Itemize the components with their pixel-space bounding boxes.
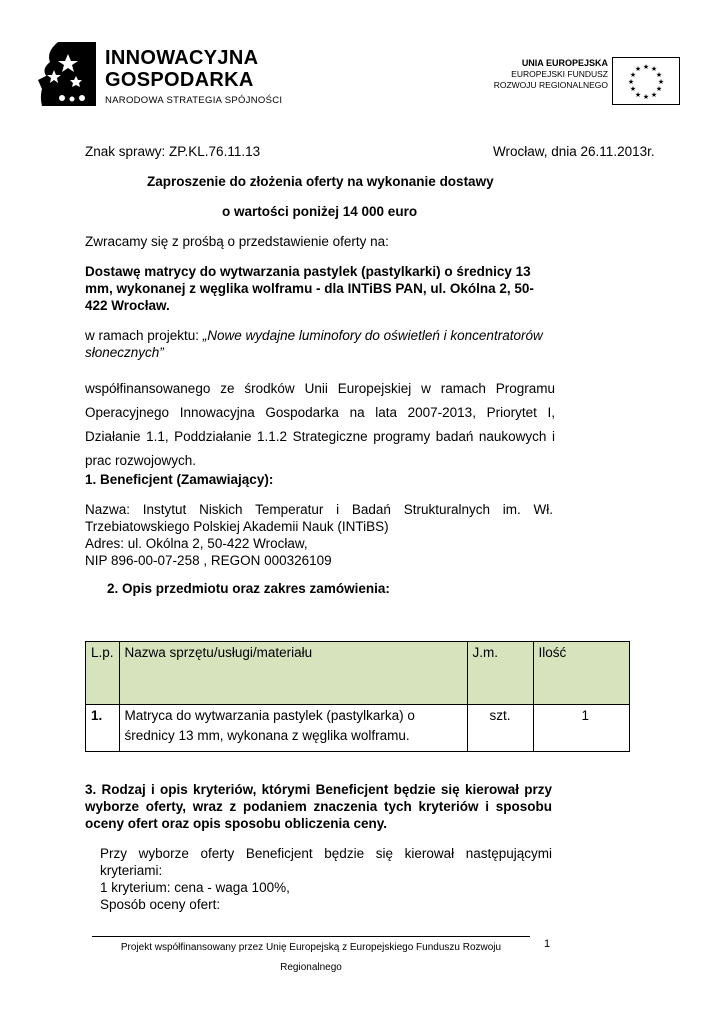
beneficiary-block	[85, 501, 553, 569]
svg-text:★: ★	[634, 65, 642, 73]
subject-line1: Dostawę matrycy do wytwarzania pastylek (pastylkarki) o średnicy 13	[85, 264, 531, 279]
svg-text:★: ★	[634, 91, 642, 99]
svg-text:★: ★	[650, 65, 658, 73]
row-unit: szt.	[467, 705, 533, 752]
svg-text:★: ★	[650, 91, 658, 99]
beneficiary-line4: NIP 896-00-07-258 , REGON 000326109	[85, 553, 332, 568]
svg-text:★: ★	[629, 85, 637, 93]
header-qty: Ilość	[533, 642, 629, 705]
row-name	[119, 705, 467, 752]
project-name-line1: „Nowe wydajne luminofory do oświetleń i koncentratorów	[202, 328, 543, 343]
header-name: Nazwa sprzętu/usługi/materiału	[119, 642, 467, 705]
beneficiary-line1: Nazwa: Instytut Niskich Temperatur i Badań Strukturalnych im. Wł.	[85, 502, 553, 517]
place-date: Wrocław, dnia 26.11.2013r.	[493, 144, 655, 159]
case-number: Znak sprawy: ZP.KL.76.11.13	[85, 144, 261, 159]
footer-text	[92, 938, 530, 978]
svg-text:★: ★	[627, 78, 635, 86]
section3-line1: 3. Rodzaj i opis kryteriów, którymi Beneficjent będzie się kierował przy	[85, 782, 552, 797]
section1-title: 1. Beneficjent (Zamawiający):	[85, 472, 274, 487]
table-row	[86, 705, 630, 752]
footer-line1: Projekt współfinansowany przez Unię Europejską z Europejskiego Funduszu Rozwoju	[120, 942, 502, 953]
eu-fund-line1: EUROPEJSKI FUNDUSZ	[511, 69, 608, 79]
row-lp: 1.	[86, 705, 120, 752]
section3-line2: wyborze oferty, wraz z podaniem znaczenia tych kryteriów i sposobu	[85, 799, 552, 814]
project-block	[85, 327, 555, 361]
cofin-line4: prac rozwojowych.	[85, 453, 197, 468]
title-line1: Zaproszenie do złożenia oferty na wykonanie dostawy	[147, 174, 494, 189]
criteria-line3: 1 kryterium: cena - waga 100%,	[100, 880, 290, 895]
svg-text:★: ★	[642, 93, 650, 101]
table-header-row	[86, 642, 630, 705]
title-line2: o wartości poniżej 14 000 euro	[222, 204, 418, 219]
subject-line3: 422 Wrocław.	[85, 298, 170, 313]
innowacyjna-gospodarka-logo-icon	[36, 40, 98, 108]
svg-text:★: ★	[629, 71, 637, 79]
eu-flag-icon	[612, 57, 680, 105]
cofin-line1: współfinansowanego ze środków Unii Europejskiej w ramach Programu	[85, 381, 555, 396]
header-unit: J.m.	[467, 642, 533, 705]
subject-line2: mm, wykonanej z węglika wolframu - dla INTiBS PAN, ul. Okólna 2, 50-	[85, 281, 534, 296]
project-name-line2: słonecznych”	[85, 345, 164, 360]
row-name-line1: Matryca do wytwarzania pastylek (pastylkarka) o	[124, 708, 415, 723]
request-text: Zwracamy się z prośbą o przedstawienie oferty na:	[85, 234, 389, 249]
subject-block	[85, 263, 555, 314]
page-number: 1	[544, 938, 551, 950]
section3-line3: oceny ofert oraz opis sposobu obliczenia ceny.	[85, 816, 388, 831]
cofin-line3: Działanie 1.1, Poddziałanie 1.1.2 Strategiczne programy badań naukowych i	[85, 429, 555, 444]
cofin-line2: Operacyjnego Innowacyjna Gospodarka na lata 2007-2013, Priorytet I,	[85, 405, 555, 420]
header-lp: L.p.	[86, 642, 120, 705]
section2-title: 2. Opis przedmiotu oraz zakres zamówienia:	[107, 581, 390, 596]
row-qty: 1	[533, 705, 629, 752]
section3-block	[85, 781, 552, 832]
logo-subtitle: NARODOWA STRATEGIA SPÓJNOŚCI	[105, 95, 283, 106]
svg-text:★: ★	[655, 85, 663, 93]
eu-text-block	[483, 58, 608, 91]
logo-title-line1: INNOWACYJNA	[105, 47, 259, 69]
criteria-line4: Sposób oceny ofert:	[100, 897, 221, 912]
eu-fund-line2: ROZWOJU REGIONALNEGO	[493, 80, 608, 90]
footer-line2: Regionalnego	[280, 962, 342, 973]
criteria-line2: kryteriami:	[100, 863, 163, 878]
footer-divider	[92, 936, 530, 937]
innowacyjna-gospodarka-logo	[36, 40, 286, 112]
criteria-line1: Przy wyborze oferty Beneficjent będzie się kierował następującymi	[100, 846, 552, 861]
project-prefix: w ramach projektu:	[85, 328, 203, 343]
beneficiary-line2: Trzebiatowskiego Polskiej Akademii Nauk (INTiBS)	[85, 519, 389, 534]
cofinancing-block	[85, 377, 555, 473]
criteria-block	[100, 845, 552, 913]
beneficiary-line3: Adres: ul. Okólna 2, 50-422 Wrocław,	[85, 536, 308, 551]
row-name-line2: średnicy 13 mm, wykonana z węglika wolframu.	[124, 728, 410, 743]
svg-text:★: ★	[642, 63, 650, 71]
svg-text:★: ★	[655, 71, 663, 79]
eu-title: UNIA EUROPEJSKA	[521, 58, 608, 68]
items-table	[85, 641, 630, 752]
logo-title-line2: GOSPODARKA	[105, 69, 254, 91]
svg-text:★: ★	[657, 78, 665, 86]
